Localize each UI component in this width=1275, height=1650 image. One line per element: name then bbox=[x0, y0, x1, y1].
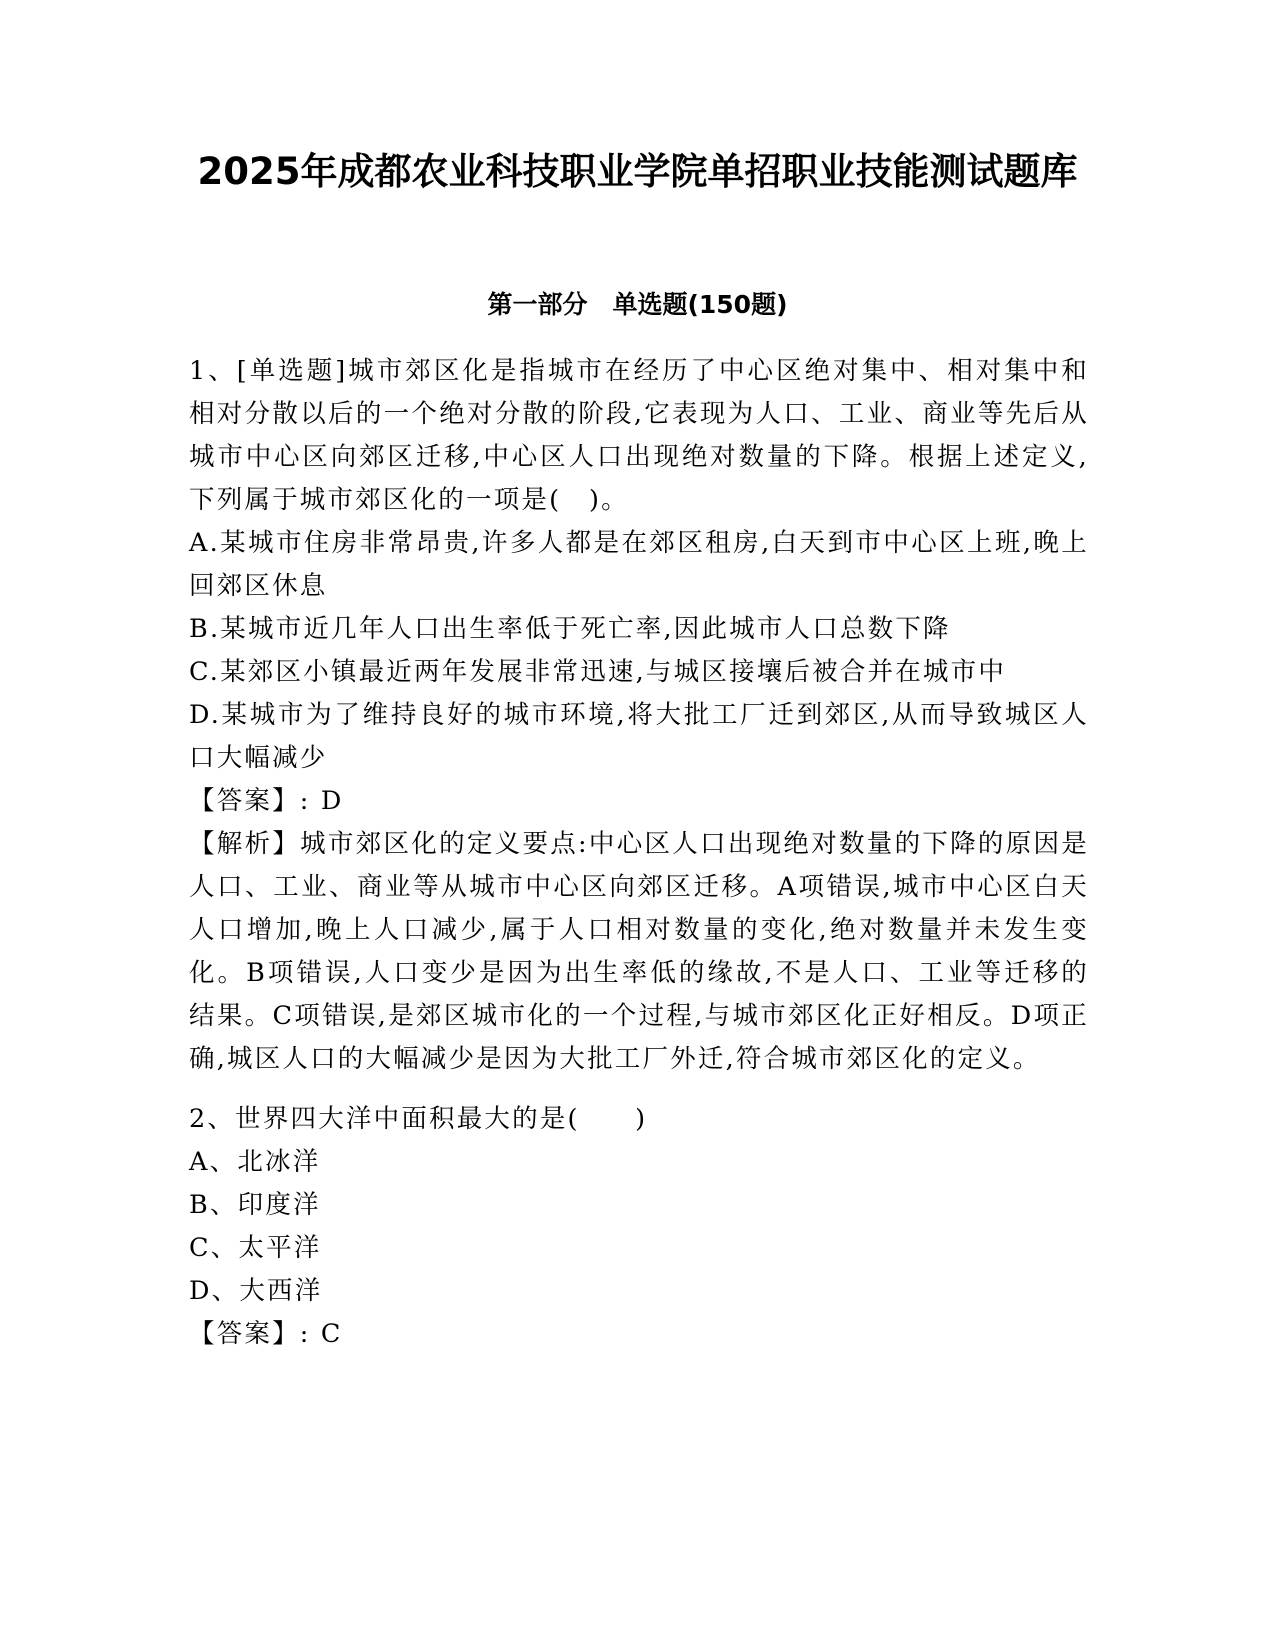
answer: 【答案】: D bbox=[189, 786, 344, 816]
question-list bbox=[189, 350, 1089, 1356]
option-b: B.某城市近几年人口出生率低于死亡率,因此城市人口总数下降 bbox=[189, 614, 951, 644]
option-b: B、印度洋 bbox=[189, 1190, 321, 1220]
option-c: C.某郊区小镇最近两年发展非常迅速,与城区接壤后被合并在城市中 bbox=[189, 657, 1007, 687]
option-a: A.某城市住房非常昂贵,许多人都是在郊区租房,白天到市中心区上班,晚上回郊区休息 bbox=[189, 528, 1089, 601]
question-1 bbox=[189, 350, 1089, 1081]
option-d: D.某城市为了维持良好的城市环境,将大批工厂迁到郊区,从而导致城区人口大幅减少 bbox=[189, 700, 1089, 773]
answer: 【答案】: C bbox=[189, 1319, 343, 1349]
question-stem: 1、[单选题]城市郊区化是指城市在经历了中心区绝对集中、相对集中和相对分散以后的一个绝对分散的阶段,它表现为人口、工业、商业等先后从城市中心区向郊区迁移,中心区人口出现绝对数量的下降。根据上述定义,下列属于城市郊区化的一项是( )。 bbox=[189, 356, 1089, 515]
section-heading: 第一部分 单选题(150题) bbox=[487, 290, 788, 319]
document-title: 2025年成都农业科技职业学院单招职业技能测试题库 bbox=[197, 150, 1078, 193]
option-c: C、太平洋 bbox=[189, 1233, 322, 1263]
question-2 bbox=[189, 1098, 1089, 1356]
analysis: 【解析】城市郊区化的定义要点:中心区人口出现绝对数量的下降的原因是人口、工业、商业等从城市中心区向郊区迁移。A项错误,城市中心区白天人口增加,晚上人口减少,属于人口相对数量的变化,绝对数量并未发生变化。B项错误,人口变少是因为出生率低的缘故,不是人口、工业等迁移的结果。C项错误,是郊区城市化的一个过程,与城市郊区化正好相反。D项正确,城区人口的大幅减少是因为大批工厂外迁,符合城市郊区化的定义。 bbox=[189, 829, 1089, 1074]
option-a: A、北冰洋 bbox=[189, 1147, 321, 1177]
option-d: D、大西洋 bbox=[189, 1276, 323, 1306]
question-stem: 2、世界四大洋中面积最大的是( ) bbox=[189, 1104, 648, 1134]
